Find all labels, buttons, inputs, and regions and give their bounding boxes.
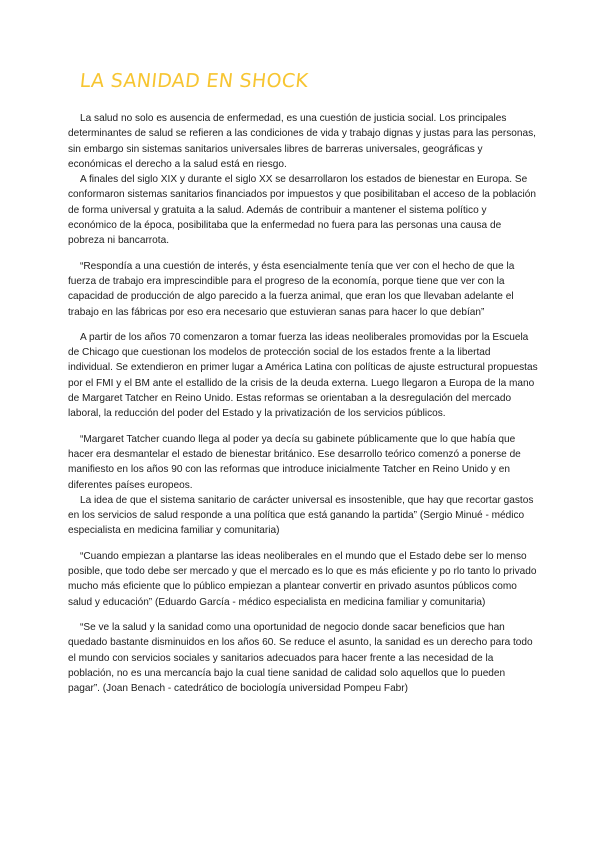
quote-tatcher: “Margaret Tatcher cuando llega al poder ya decía su gabinete públicamente que lo que había que hacer era desmantelar el estado de bienestar británico. Ese desarrollo teórico comenzó a ponerse de manifiesto en los años 90 con las reformas que introduce inicialmente Tatcher en Reino Unido y en diferentes países europeos. <box>68 433 521 491</box>
quote-workforce: “Respondía a una cuestión de interés, y ésta esencialmente tenía que ver con el hecho de que la fuerza de trabajo era imprescindible para el progreso de la economía, porque tiene que ver con la capacidad de producción de algo parecido a la fuerza animal, que eran los que llevaban adelante el trabajo en las fábricas por eso era necesario que estuvieran sanas para hacer lo que debían” <box>68 260 515 318</box>
quote-eduardo-garcia: “Cuando empiezan a plantarse las ideas neoliberales en el mundo que el Estado debe ser lo menso posible, que todo debe ser mercado y que el mercado es lo que es más eficiente y po rlo tanto lo privado mucho más eficiente que lo público empiezan a plantear convertir en privado asuntos públicos como salud y educación” (Eduardo García - médico especialista en medicina familiar y comunitaria) <box>68 550 537 608</box>
paragraph-intro: La salud no solo es ausencia de enfermedad, es una cuestión de justicia social. Los principales determinantes de salud se refieren a las condiciones de vida y trabajo dignas y justas para las personas, sin embargo sin sistemas sanitarios universales libres de barreras universales, geográficas y económicas el derecho a la salud está en riesgo. <box>68 113 536 170</box>
quote-joan-benach: “Se ve la salud y la sanidad como una oportunidad de negocio donde sacar beneficios que han quedado bastante disminuidos en los años 60. Se reduce el asunto, la sanidad es un derecho para todo el mundo con servicios sociales y sanitarios adecuados para hacer frente a las necesidad de la población, no es una mercancía bajo la cual tiene sanidad de calidad solo aquellos que lo pueden pagar”. (Joan Benach - catedrático de bociología universidad Pompeu Fabr) <box>68 621 533 695</box>
paragraph-welfare-state: A finales del siglo XIX y durante el siglo XX se desarrollaron los estados de bienestar en Europa. Se conformaron sistemas sanitarios financiados por impuestos y que posibilitaban el acceso de la población de forma universal y gratuita a la salud. Además de contribuir a mantener el sistema político y económico de la época, posibilitaba que la enfermedad no fuera para las personas una causa de pobreza ni bancarrota. <box>68 174 536 247</box>
quote-sergio-minue: La idea de que el sistema sanitario de carácter universal es insostenible, que hay que recortar gastos en los servicios de salud responde a una política que está ganando la partida” (Sergio Minué - médico especialista en medicina familiar y comunitaria) <box>68 494 534 537</box>
page-title: LA SANIDAD EN SHOCK <box>78 70 310 92</box>
document-body <box>68 111 538 696</box>
paragraph-neoliberal-ideas: A partir de los años 70 comenzaron a tomar fuerza las ideas neoliberales promovidas por la Escuela de Chicago que cuestionan los modelos de protección social de los estados frente a la libertad individual. Se extendieron en primer lugar a América Latina con políticas de ajuste estructural propuestas por el FMI y el BM ante el estallido de la crisis de la deuda externa. Luego llegaron a Europa de la mano de Margaret Tatcher en Reino Unido. Estas reformas se orientaban a la desregulación del mercado laboral, la reducción del poder del Estado y la privatización de los servicios públicos. <box>68 331 538 420</box>
